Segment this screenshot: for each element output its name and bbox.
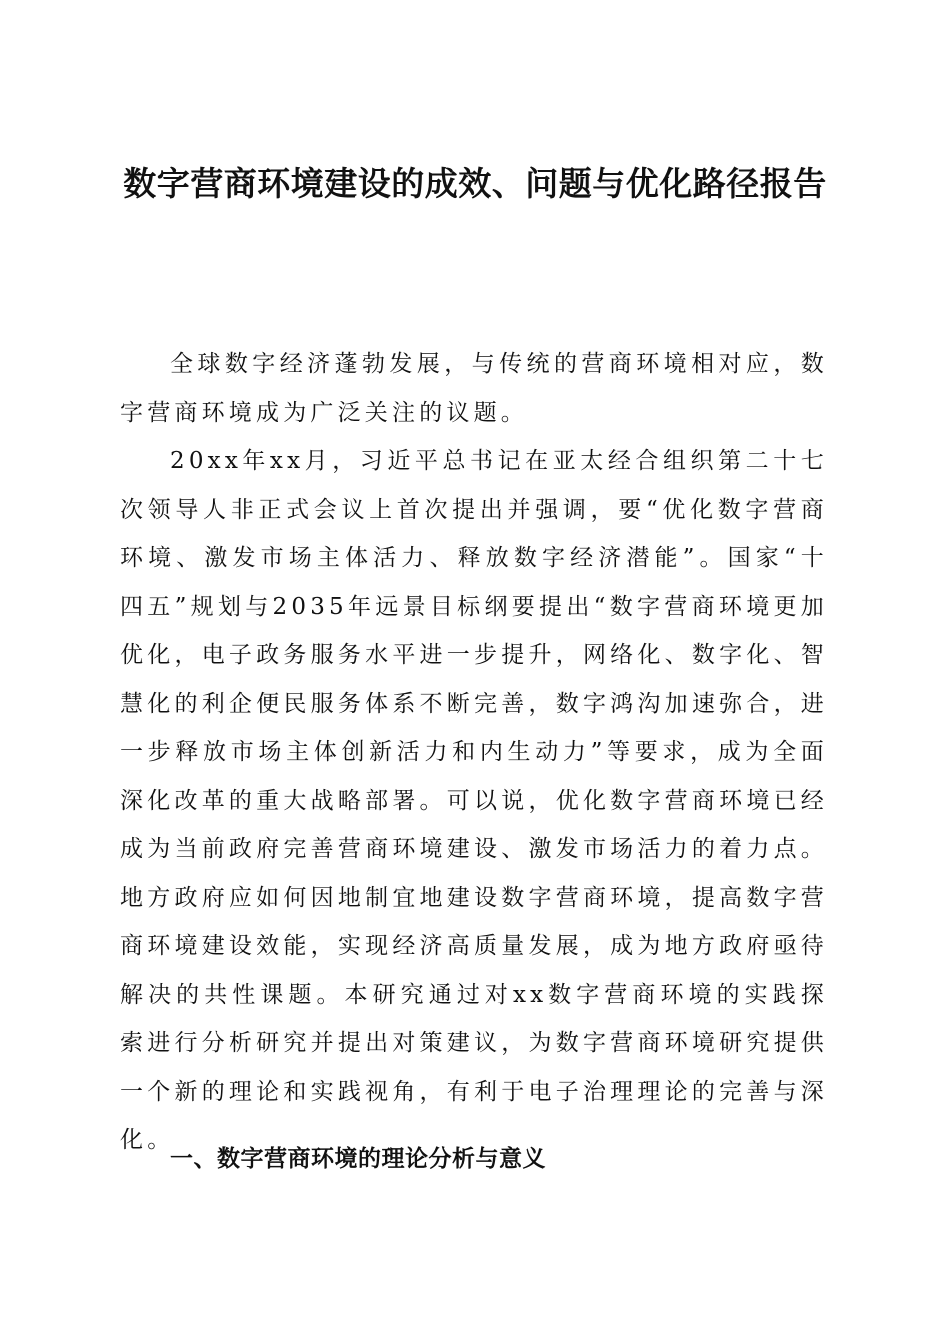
background-paragraph: 20xx年xx月，习近平总书记在亚太经合组织第二十七次领导人非正式会议上首次提出并强调，要“优化数字营商环境、激发市场主体活力、释放数字经济潜能”。国家“十四五”规划与2035年远景目标纲要提出“数字营商环境更加优化，电子政务服务水平进一步提升，网络化、数字化、智慧化的利企便民服务体系不断完善，数字鸿沟加速弥合，进一步释放市场主体创新活力和内生动力”等要求，成为全面深化改革的重大战略部署。可以说，优化数字营商环境已经成为当前政府完善营商环境建设、激发市场活力的着力点。地方政府应如何因地制宜地建设数字营商环境，提高数字营商环境建设效能，实现经济高质量发展，成为地方政府亟待解决的共性课题。本研究通过对xx数字营商环境的实践探索进行分析研究并提出对策建议，为数字营商环境研究提供一个新的理论和实践视角，有利于电子治理理论的完善与深化。 <box>120 448 828 1153</box>
section-heading: 一、数字营商环境的理论分析与意义 <box>170 1146 546 1172</box>
intro-paragraph: 全球数字经济蓬勃发展，与传统的营商环境相对应，数字营商环境成为广泛关注的议题。 <box>120 351 828 426</box>
document-title: 数字营商环境建设的成效、问题与优化路径报告 <box>123 164 827 203</box>
